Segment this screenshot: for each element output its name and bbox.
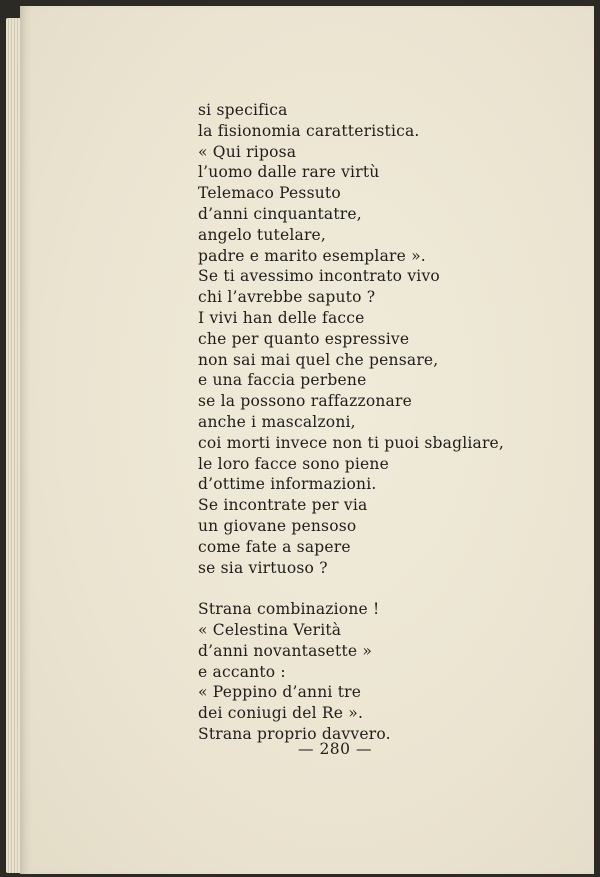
poem-line: Strana combinazione ! [198, 600, 380, 619]
poem-line: un giovane pensoso [198, 516, 357, 535]
poem-line: anche i mascalzoni, [198, 412, 356, 431]
poem-line: I vivi han delle facce [198, 308, 365, 327]
poem-line: « Qui riposa [198, 142, 297, 161]
page-number: — 280 — [298, 740, 372, 758]
poem-line: e una faccia perbene [198, 371, 367, 390]
poem-line: Se ti avessimo incontrato vivo [198, 267, 440, 286]
poem-line: padre e marito esemplare ». [198, 246, 426, 265]
poem-line: d’anni cinquantatre, [198, 204, 362, 223]
poem-line: Telemaco Pessuto [198, 184, 341, 203]
poem-line: d’ottime informazioni. [198, 475, 377, 494]
poem-line: che per quanto espressive [198, 329, 410, 348]
poem-line: se la possono raffazzonare [198, 392, 412, 411]
poem-line: Strana proprio davvero. [198, 724, 391, 743]
poem-line: coi morti invece non ti puoi sbagliare, [198, 433, 505, 452]
poem-line: « Peppino d’anni tre [198, 683, 362, 702]
poem-line: non sai mai quel che pensare, [198, 350, 439, 369]
poem-text [198, 100, 528, 766]
poem-line: e accanto : [198, 662, 286, 681]
poem-line: se sia virtuoso ? [198, 558, 328, 577]
poem-line: « Celestina Verità [198, 620, 342, 639]
stanza-2 [198, 599, 528, 745]
poem-line: chi l’avrebbe saputo ? [198, 288, 376, 307]
poem-line: Se incontrate per via [198, 496, 368, 515]
stanza-1 [198, 100, 528, 578]
poem-line: la fisionomia caratteristica. [198, 121, 420, 140]
poem-line: le loro facce sono piene [198, 454, 389, 473]
poem-line: d’anni novantasette » [198, 641, 373, 660]
poem-line: si specifica [198, 101, 288, 119]
poem-line: angelo tutelare, [198, 225, 327, 244]
poem-line: dei coniugi del Re ». [198, 704, 364, 723]
poem-line: come fate a sapere [198, 537, 351, 556]
poem-line: l’uomo dalle rare virtù [198, 163, 380, 182]
